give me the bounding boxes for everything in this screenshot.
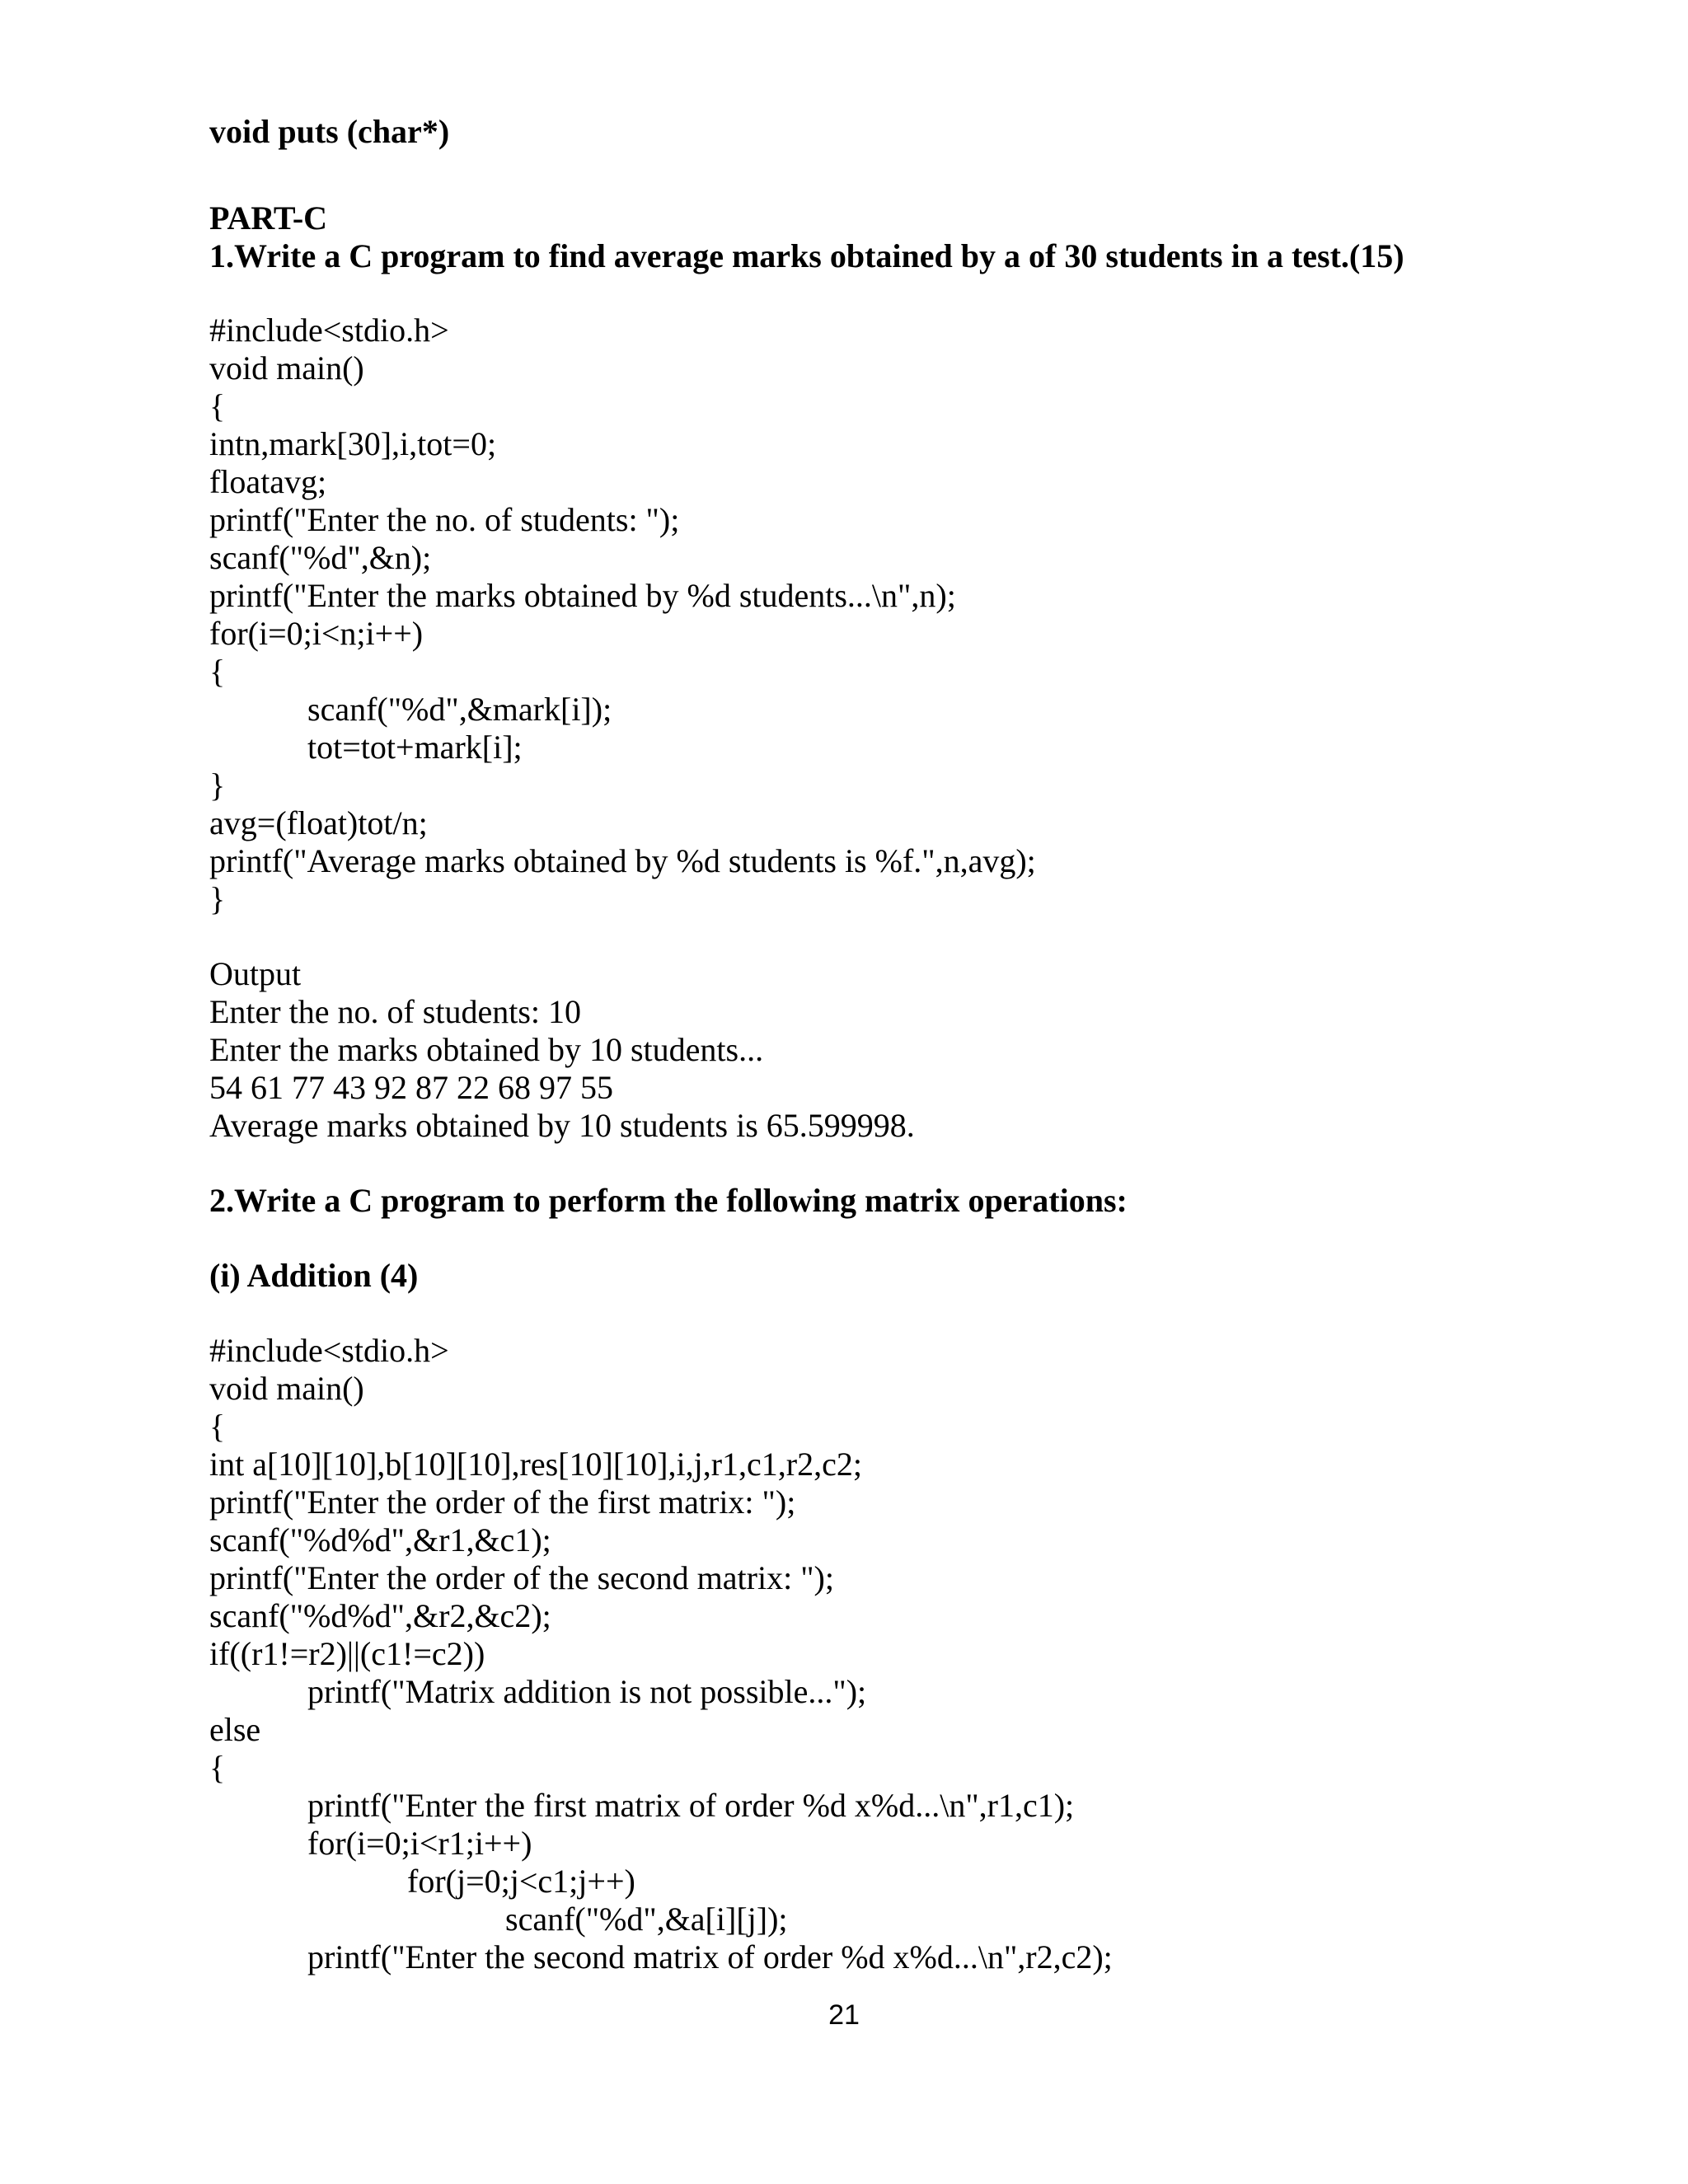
code-line: int a[10][10],b[10][10],res[10][10],i,j,r1,c1,r2,c2;	[209, 1446, 862, 1483]
code-line: printf("Enter the first matrix of order %d x%d...\n",r1,c1);	[307, 1787, 1075, 1824]
code-line: #include<stdio.h>	[209, 312, 449, 349]
code-line: tot=tot+mark[i];	[307, 729, 523, 766]
code-line: printf("Enter the order of the first matrix: ");	[209, 1483, 796, 1521]
code-line: }	[209, 880, 226, 917]
code-line: {	[209, 653, 226, 690]
code-line: else	[209, 1711, 261, 1748]
question-1-title: 1.Write a C program to find average marks obtained by a of 30 students in a test.(15)	[209, 237, 1404, 274]
part-title: PART-C	[209, 199, 328, 237]
code-line: void main()	[209, 349, 364, 387]
code-line: if((r1!=r2)||(c1!=c2))	[209, 1635, 485, 1672]
code-line: scanf("%d",&n);	[209, 539, 432, 576]
code-line: #include<stdio.h>	[209, 1332, 449, 1369]
code-line: intn,mark[30],i,tot=0;	[209, 425, 497, 462]
output-line: Average marks obtained by 10 students is 65.599998.	[209, 1107, 915, 1144]
code-line: printf("Enter the no. of students: ");	[209, 501, 680, 538]
code-line: printf("Average marks obtained by %d students is %f.",n,avg);	[209, 842, 1036, 879]
code-line: printf("Matrix addition is not possible...");	[307, 1673, 867, 1710]
code-line: scanf("%d%d",&r2,&c2);	[209, 1597, 551, 1634]
code-line: {	[209, 387, 226, 424]
code-line: {	[209, 1749, 226, 1786]
code-line: scanf("%d",&a[i][j]);	[505, 1900, 788, 1938]
code-line: floatavg;	[209, 463, 327, 500]
puts-signature-heading: void puts (char*)	[209, 113, 450, 150]
question-2-title: 2.Write a C program to perform the following matrix operations:	[209, 1182, 1128, 1219]
code-line: printf("Enter the order of the second matrix: ");	[209, 1559, 834, 1596]
page-number: 21	[828, 1999, 860, 2031]
code-line: for(j=0;j<c1;j++)	[407, 1863, 635, 1900]
code-line: printf("Enter the marks obtained by %d students...\n",n);	[209, 577, 956, 614]
output-line: 54 61 77 43 92 87 22 68 97 55	[209, 1069, 613, 1106]
code-line: for(i=0;i<r1;i++)	[307, 1825, 532, 1862]
output-line: Enter the marks obtained by 10 students...	[209, 1031, 764, 1068]
code-line: {	[209, 1408, 226, 1445]
code-line: for(i=0;i<n;i++)	[209, 615, 424, 652]
output-heading: Output	[209, 955, 302, 992]
code-line: scanf("%d%d",&r1,&c1);	[209, 1521, 551, 1558]
code-line: scanf("%d",&mark[i]);	[307, 691, 612, 728]
question-2-subtitle: (i) Addition (4)	[209, 1257, 419, 1294]
code-line: printf("Enter the second matrix of order %d x%d...\n",r2,c2);	[307, 1938, 1113, 1975]
output-line: Enter the no. of students: 10	[209, 993, 582, 1030]
code-line: void main()	[209, 1370, 364, 1407]
code-line: }	[209, 766, 226, 804]
code-line: avg=(float)tot/n;	[209, 804, 428, 841]
